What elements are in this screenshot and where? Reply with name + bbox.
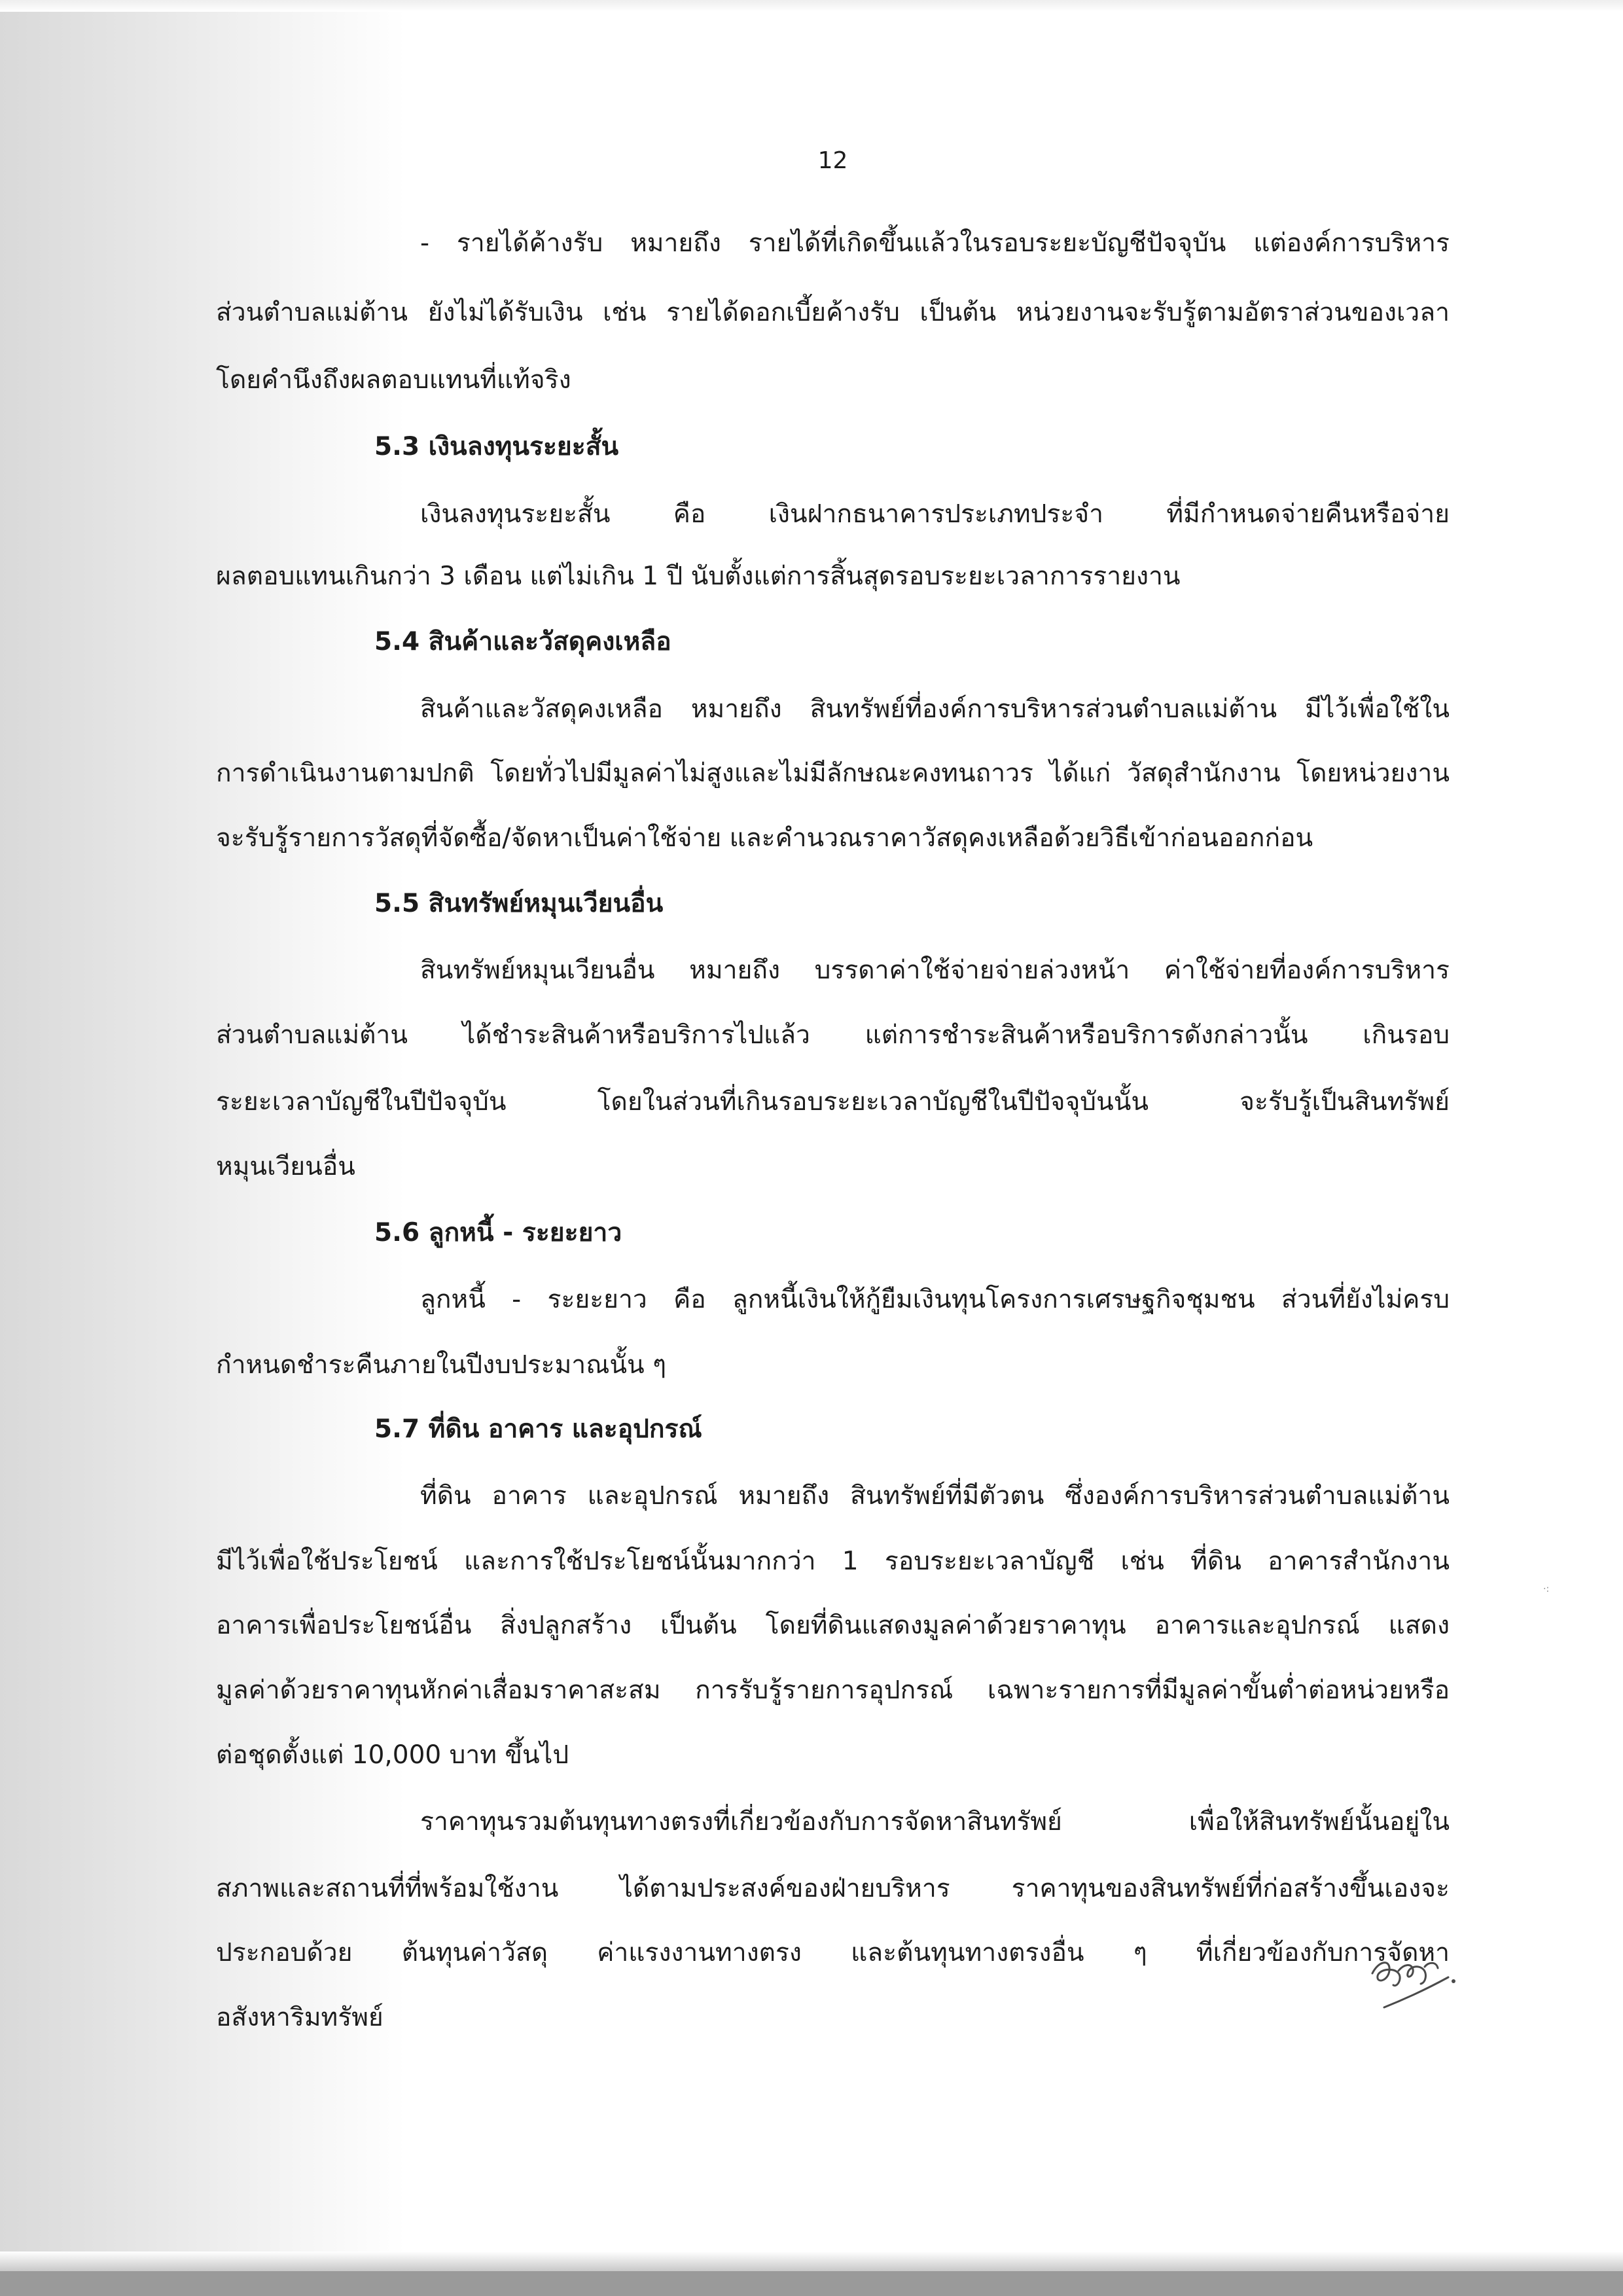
paragraph-line: ผลตอบแทนเกินกว่า 3 เดือน แต่ไม่เกิน 1 ปี นับตั้งแต่การสิ้นสุดรอบระยะเวลาการรายงาน [216,562,1181,591]
paragraph-line: กำหนดชำระคืนภายในปีงบประมาณนั้น ๆ [216,1350,667,1380]
paragraph-line: - รายได้ค้างรับ หมายถึง รายได้ที่เกิดขึ้นแล้วในรอบระยะบัญชีปัจจุบัน แต่องค์การบริหาร [420,228,1450,258]
page-number: 12 [817,147,848,174]
paragraph-line: ประกอบด้วย ต้นทุนค่าวัสดุ ค่าแรงงานทางตรง และต้นทุนทางตรงอื่น ๆ ที่เกี่ยวข้องกับการจัดหา [216,1938,1450,1967]
paragraph-line: ระยะเวลาบัญชีในปีปัจจุบัน โดยในส่วนที่เกินรอบระยะเวลาบัญชีในปีปัจจุบันนั้น จะรับรู้เป็นสินทรัพย์ [216,1087,1450,1117]
paragraph-line: ส่วนตำบลแม่ต้าน ได้ชำระสินค้าหรือบริการไปแล้ว แต่การชำระสินค้าหรือบริการดังกล่าวนั้น เกินรอบ [216,1020,1450,1050]
handwritten-initials-signature [1364,1947,1463,2019]
paragraph-line: ต่อชุดตั้งแต่ 10,000 บาท ขึ้นไป [216,1740,569,1770]
paragraph-line: มีไว้เพื่อใช้ประโยชน์ และการใช้ประโยชน์นั้นมากกว่า 1 รอบระยะเวลาบัญชี เช่น ที่ดิน อาคารสำนักงาน [216,1547,1450,1576]
section-heading-5-4: 5.4 สินค้าและวัสดุคงเหลือ [374,627,671,656]
paragraph-line: ราคาทุนรวมต้นทุนทางตรงที่เกี่ยวข้องกับการจัดหาสินทรัพย์ เพื่อให้สินทรัพย์นั้นอยู่ใน [420,1807,1450,1837]
scan-speck: ·: [1543,1584,1550,1594]
paragraph-line: ที่ดิน อาคาร และอุปกรณ์ หมายถึง สินทรัพย์ที่มีตัวตน ซึ่งองค์การบริหารส่วนตำบลแม่ต้าน [420,1481,1450,1511]
paragraph-line: โดยคำนึงถึงผลตอบแทนที่แท้จริง [216,365,571,395]
paragraph-line: ลูกหนี้ - ระยะยาว คือ ลูกหนี้เงินให้กู้ยืมเงินทุนโครงการเศรษฐกิจชุมชน ส่วนที่ยังไม่ครบ [420,1285,1450,1314]
section-heading-5-6: 5.6 ลูกหนี้ - ระยะยาว [374,1218,622,1247]
paragraph-line: จะรับรู้รายการวัสดุที่จัดซื้อ/จัดหาเป็นค่าใช้จ่าย และคำนวณราคาวัสดุคงเหลือด้วยวิธีเข้าก่อนออกก่อน [216,823,1313,853]
paragraph-line: สภาพและสถานที่ที่พร้อมใช้งาน ได้ตามประสงค์ของฝ่ายบริหาร ราคาทุนของสินทรัพย์ที่ก่อสร้างขึ้นเองจะ [216,1874,1450,1903]
paragraph-line: การดำเนินงานตามปกติ โดยทั่วไปมีมูลค่าไม่สูงและไม่มีลักษณะคงทนถาวร ได้แก่ วัสดุสำนักงาน โดยหน่วยงาน [216,759,1450,788]
paragraph-line: อาคารเพื่อประโยชน์อื่น สิ่งปลูกสร้าง เป็นต้น โดยที่ดินแสดงมูลค่าด้วยราคาทุน อาคารและอุปกรณ์ แสดง [216,1611,1450,1640]
paragraph-line: มูลค่าด้วยราคาทุนหักค่าเสื่อมราคาสะสม การรับรู้รายการอุปกรณ์ เฉพาะรายการที่มีมูลค่าขั้นต่ำต่อหน่วยหรือ [216,1676,1450,1705]
document-page [216,0,1450,2296]
section-heading-5-3: 5.3 เงินลงทุนระยะสั้น [374,432,619,461]
paragraph-line: สินทรัพย์หมุนเวียนอื่น หมายถึง บรรดาค่าใช้จ่ายจ่ายล่วงหน้า ค่าใช้จ่ายที่องค์การบริหาร [420,956,1450,985]
paragraph-line: เงินลงทุนระยะสั้น คือ เงินฝากธนาคารประเภทประจำ ที่มีกำหนดจ่ายคืนหรือจ่าย [420,499,1450,529]
paragraph-line: อสังหาริมทรัพย์ [216,2003,383,2032]
paragraph-line: สินค้าและวัสดุคงเหลือ หมายถึง สินทรัพย์ที่องค์การบริหารส่วนตำบลแม่ต้าน มีไว้เพื่อใช้ใน [420,694,1450,724]
paragraph-line: ส่วนตำบลแม่ต้าน ยังไม่ได้รับเงิน เช่น รายได้ดอกเบี้ยค้างรับ เป็นต้น หน่วยงานจะรับรู้ตามอัตราส่วนของเวลา [216,298,1450,327]
paragraph-line: หมุนเวียนอื่น [216,1152,355,1181]
section-heading-5-7: 5.7 ที่ดิน อาคาร และอุปกรณ์ [374,1414,702,1444]
section-heading-5-5: 5.5 สินทรัพย์หมุนเวียนอื่น [374,889,664,918]
